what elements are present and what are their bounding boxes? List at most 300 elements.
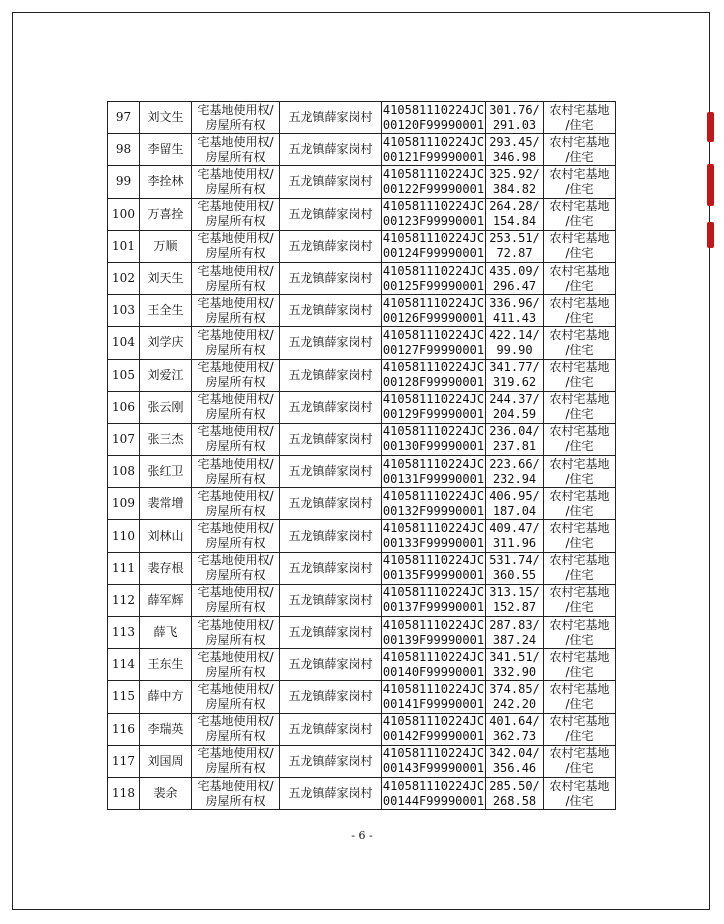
land-use [544, 262, 616, 294]
land-area: 253.51/ [489, 231, 540, 246]
land-area: 401.64/ [489, 714, 540, 729]
unit-code-line2: 00142F99990001 [382, 729, 485, 744]
land-area: 244.37/ [489, 392, 540, 407]
area [486, 391, 544, 423]
unit-code [382, 423, 486, 455]
area [486, 102, 544, 134]
building-area: 384.82 [492, 181, 537, 196]
building-area: 356.46 [492, 761, 537, 776]
unit-code [382, 681, 486, 713]
right-type-line2: 房屋所有权 [205, 600, 266, 615]
unit-code-line1: 410581110224JC [382, 746, 485, 761]
land-use-line1: 农村宅基地 [549, 199, 610, 214]
unit-code [382, 520, 486, 552]
row-number: 115 [108, 681, 140, 713]
unit-code [382, 262, 486, 294]
right-type-line2: 房屋所有权 [205, 117, 266, 132]
building-area: 411.43 [492, 310, 537, 325]
right-type-line2: 房屋所有权 [205, 439, 266, 454]
land-use [544, 327, 616, 359]
table-row [108, 456, 616, 488]
table-row [108, 295, 616, 327]
owner-name: 王全生 [140, 295, 192, 327]
unit-code-line2: 00137F99990001 [382, 600, 485, 615]
unit-code-line1: 410581110224JC [382, 424, 485, 439]
owner-name: 李瑞英 [140, 713, 192, 745]
area [486, 423, 544, 455]
land-area: 342.04/ [489, 746, 540, 761]
land-use-line2: /住宅 [565, 149, 594, 164]
location: 五龙镇薛家岗村 [280, 552, 382, 584]
land-use-line2: /住宅 [565, 568, 594, 583]
owner-name: 刘爱江 [140, 359, 192, 391]
land-use-line2: /住宅 [565, 696, 594, 711]
unit-code-line1: 410581110224JC [382, 521, 485, 536]
right-type [192, 777, 280, 809]
land-use [544, 359, 616, 391]
unit-code-line1: 410581110224JC [382, 295, 485, 310]
unit-code-line2: 00121F99990001 [382, 149, 485, 164]
land-use-line1: 农村宅基地 [549, 295, 610, 310]
land-area: 287.83/ [489, 617, 540, 632]
right-type-line2: 房屋所有权 [205, 632, 266, 647]
right-type-line2: 房屋所有权 [205, 310, 266, 325]
registration-table [107, 101, 616, 810]
land-area: 374.85/ [489, 681, 540, 696]
row-number: 104 [108, 327, 140, 359]
owner-name: 刘天生 [140, 262, 192, 294]
table-row [108, 488, 616, 520]
building-area: 311.96 [492, 536, 537, 551]
owner-name: 张云刚 [140, 391, 192, 423]
owner-name: 李留生 [140, 134, 192, 166]
row-number: 112 [108, 584, 140, 616]
owner-name: 刘学庆 [140, 327, 192, 359]
right-type-line1: 宅基地使用权/ [197, 263, 274, 278]
right-type [192, 649, 280, 681]
land-use [544, 777, 616, 809]
right-type-line1: 宅基地使用权/ [197, 617, 274, 632]
area [486, 745, 544, 777]
unit-code-line1: 410581110224JC [382, 617, 485, 632]
land-use-line1: 农村宅基地 [549, 778, 610, 793]
land-area: 236.04/ [489, 424, 540, 439]
owner-name: 裴余 [140, 777, 192, 809]
location: 五龙镇薛家岗村 [280, 327, 382, 359]
table-row [108, 102, 616, 134]
unit-code [382, 198, 486, 230]
row-number: 107 [108, 423, 140, 455]
land-use [544, 617, 616, 649]
right-type-line2: 房屋所有权 [205, 214, 266, 229]
right-type-line1: 宅基地使用权/ [197, 199, 274, 214]
location: 五龙镇薛家岗村 [280, 488, 382, 520]
location: 五龙镇薛家岗村 [280, 649, 382, 681]
right-type-line1: 宅基地使用权/ [197, 392, 274, 407]
unit-code-line2: 00124F99990001 [382, 246, 485, 261]
area [486, 777, 544, 809]
land-use-line1: 农村宅基地 [549, 521, 610, 536]
right-type-line1: 宅基地使用权/ [197, 521, 274, 536]
area [486, 584, 544, 616]
unit-code-line1: 410581110224JC [382, 488, 485, 503]
land-use-line2: /住宅 [565, 181, 594, 196]
land-use-line2: /住宅 [565, 214, 594, 229]
right-type [192, 166, 280, 198]
building-area: 152.87 [492, 600, 537, 615]
building-area: 360.55 [492, 568, 537, 583]
land-use-line2: /住宅 [565, 310, 594, 325]
land-use-line1: 农村宅基地 [549, 553, 610, 568]
building-area: 154.84 [492, 214, 537, 229]
land-use-line2: /住宅 [565, 600, 594, 615]
right-type [192, 713, 280, 745]
building-area: 99.90 [496, 342, 533, 357]
row-number: 110 [108, 520, 140, 552]
owner-name: 万喜拴 [140, 198, 192, 230]
table-row [108, 681, 616, 713]
land-use [544, 295, 616, 327]
land-area: 531.74/ [489, 553, 540, 568]
right-type-line2: 房屋所有权 [205, 793, 266, 808]
right-type-line2: 房屋所有权 [205, 568, 266, 583]
row-number: 103 [108, 295, 140, 327]
right-type-line1: 宅基地使用权/ [197, 714, 274, 729]
right-type-line1: 宅基地使用权/ [197, 585, 274, 600]
land-use [544, 391, 616, 423]
land-area: 264.28/ [489, 199, 540, 214]
location: 五龙镇薛家岗村 [280, 295, 382, 327]
right-type-line2: 房屋所有权 [205, 536, 266, 551]
land-use-line2: /住宅 [565, 503, 594, 518]
right-type-line1: 宅基地使用权/ [197, 327, 274, 342]
building-area: 296.47 [492, 278, 537, 293]
unit-code [382, 295, 486, 327]
land-use-line2: /住宅 [565, 632, 594, 647]
owner-name: 薛中方 [140, 681, 192, 713]
unit-code-line1: 410581110224JC [382, 199, 485, 214]
land-area: 336.96/ [489, 295, 540, 310]
table-row [108, 230, 616, 262]
unit-code-line2: 00125F99990001 [382, 278, 485, 293]
area [486, 713, 544, 745]
unit-code [382, 584, 486, 616]
owner-name: 万顺 [140, 230, 192, 262]
table-row [108, 423, 616, 455]
area [486, 617, 544, 649]
location: 五龙镇薛家岗村 [280, 423, 382, 455]
right-type-line2: 房屋所有权 [205, 407, 266, 422]
table-row [108, 552, 616, 584]
location: 五龙镇薛家岗村 [280, 198, 382, 230]
right-type [192, 262, 280, 294]
land-use-line1: 农村宅基地 [549, 231, 610, 246]
area [486, 198, 544, 230]
unit-code [382, 456, 486, 488]
unit-code [382, 745, 486, 777]
unit-code [382, 230, 486, 262]
land-area: 293.45/ [489, 134, 540, 149]
unit-code-line2: 00141F99990001 [382, 696, 485, 711]
right-type-line2: 房屋所有权 [205, 342, 266, 357]
table-row [108, 745, 616, 777]
location: 五龙镇薛家岗村 [280, 777, 382, 809]
building-area: 268.58 [492, 793, 537, 808]
area [486, 295, 544, 327]
area [486, 649, 544, 681]
unit-code [382, 102, 486, 134]
unit-code-line2: 00122F99990001 [382, 181, 485, 196]
land-use-line1: 农村宅基地 [549, 166, 610, 181]
land-use [544, 166, 616, 198]
right-type-line2: 房屋所有权 [205, 278, 266, 293]
row-number: 113 [108, 617, 140, 649]
land-use-line1: 农村宅基地 [549, 585, 610, 600]
land-use [544, 488, 616, 520]
unit-code-line2: 00132F99990001 [382, 503, 485, 518]
land-use [544, 552, 616, 584]
unit-code-line2: 00131F99990001 [382, 471, 485, 486]
unit-code [382, 327, 486, 359]
land-use-line2: /住宅 [565, 729, 594, 744]
table-row [108, 262, 616, 294]
right-type [192, 617, 280, 649]
row-number: 100 [108, 198, 140, 230]
table-row [108, 520, 616, 552]
unit-code [382, 617, 486, 649]
building-area: 387.24 [492, 632, 537, 647]
building-area: 242.20 [492, 696, 537, 711]
owner-name: 王东生 [140, 649, 192, 681]
location: 五龙镇薛家岗村 [280, 262, 382, 294]
land-use-line1: 农村宅基地 [549, 392, 610, 407]
unit-code-line1: 410581110224JC [382, 649, 485, 664]
unit-code-line1: 410581110224JC [382, 585, 485, 600]
row-number: 116 [108, 713, 140, 745]
unit-code-line1: 410581110224JC [382, 360, 485, 375]
location: 五龙镇薛家岗村 [280, 102, 382, 134]
row-number: 118 [108, 777, 140, 809]
owner-name: 裴常增 [140, 488, 192, 520]
unit-code-line1: 410581110224JC [382, 134, 485, 149]
land-area: 285.50/ [489, 778, 540, 793]
land-area: 301.76/ [489, 102, 540, 117]
land-use-line2: /住宅 [565, 664, 594, 679]
table-body [108, 102, 616, 810]
location: 五龙镇薛家岗村 [280, 359, 382, 391]
right-type-line1: 宅基地使用权/ [197, 649, 274, 664]
land-use-line2: /住宅 [565, 407, 594, 422]
land-use-line1: 农村宅基地 [549, 488, 610, 503]
right-type-line2: 房屋所有权 [205, 696, 266, 711]
unit-code-line2: 00133F99990001 [382, 536, 485, 551]
area [486, 359, 544, 391]
row-number: 101 [108, 230, 140, 262]
land-area: 223.66/ [489, 456, 540, 471]
land-area: 325.92/ [489, 166, 540, 181]
right-type [192, 488, 280, 520]
row-number: 108 [108, 456, 140, 488]
building-area: 204.59 [492, 407, 537, 422]
land-use-line1: 农村宅基地 [549, 681, 610, 696]
location: 五龙镇薛家岗村 [280, 230, 382, 262]
right-type [192, 520, 280, 552]
right-type-line2: 房屋所有权 [205, 181, 266, 196]
area [486, 681, 544, 713]
right-type-line1: 宅基地使用权/ [197, 360, 274, 375]
unit-code [382, 488, 486, 520]
row-number: 114 [108, 649, 140, 681]
right-type-line1: 宅基地使用权/ [197, 102, 274, 117]
owner-name: 张三杰 [140, 423, 192, 455]
red-stamp-edge [707, 222, 714, 248]
unit-code-line1: 410581110224JC [382, 778, 485, 793]
table-row [108, 359, 616, 391]
unit-code-line2: 00130F99990001 [382, 439, 485, 454]
land-use-line1: 农村宅基地 [549, 134, 610, 149]
location: 五龙镇薛家岗村 [280, 134, 382, 166]
right-type-line1: 宅基地使用权/ [197, 456, 274, 471]
owner-name: 薛飞 [140, 617, 192, 649]
unit-code-line2: 00139F99990001 [382, 632, 485, 647]
right-type-line1: 宅基地使用权/ [197, 134, 274, 149]
row-number: 105 [108, 359, 140, 391]
land-use [544, 102, 616, 134]
right-type-line1: 宅基地使用权/ [197, 746, 274, 761]
land-use-line2: /住宅 [565, 761, 594, 776]
location: 五龙镇薛家岗村 [280, 520, 382, 552]
row-number: 102 [108, 262, 140, 294]
land-area: 435.09/ [489, 263, 540, 278]
right-type-line2: 房屋所有权 [205, 761, 266, 776]
land-use [544, 520, 616, 552]
unit-code-line1: 410581110224JC [382, 392, 485, 407]
right-type [192, 230, 280, 262]
owner-name: 李拴林 [140, 166, 192, 198]
land-use-line1: 农村宅基地 [549, 327, 610, 342]
building-area: 72.87 [496, 246, 533, 261]
location: 五龙镇薛家岗村 [280, 584, 382, 616]
row-number: 109 [108, 488, 140, 520]
owner-name: 张红卫 [140, 456, 192, 488]
unit-code-line2: 00126F99990001 [382, 310, 485, 325]
unit-code-line2: 00128F99990001 [382, 375, 485, 390]
right-type [192, 295, 280, 327]
row-number: 111 [108, 552, 140, 584]
right-type [192, 102, 280, 134]
land-use-line2: /住宅 [565, 471, 594, 486]
land-area: 313.15/ [489, 585, 540, 600]
right-type [192, 423, 280, 455]
unit-code-line2: 00129F99990001 [382, 407, 485, 422]
right-type-line1: 宅基地使用权/ [197, 681, 274, 696]
land-use [544, 681, 616, 713]
right-type [192, 584, 280, 616]
right-type [192, 134, 280, 166]
row-number: 117 [108, 745, 140, 777]
land-use-line2: /住宅 [565, 342, 594, 357]
unit-code-line1: 410581110224JC [382, 102, 485, 117]
right-type-line2: 房屋所有权 [205, 729, 266, 744]
right-type-line2: 房屋所有权 [205, 664, 266, 679]
building-area: 232.94 [492, 471, 537, 486]
building-area: 291.03 [492, 117, 537, 132]
land-area: 341.51/ [489, 649, 540, 664]
land-use [544, 423, 616, 455]
right-type-line1: 宅基地使用权/ [197, 424, 274, 439]
area [486, 134, 544, 166]
right-type-line2: 房屋所有权 [205, 471, 266, 486]
land-area: 341.77/ [489, 360, 540, 375]
unit-code-line2: 00143F99990001 [382, 761, 485, 776]
land-area: 406.95/ [489, 488, 540, 503]
right-type [192, 745, 280, 777]
table-row [108, 327, 616, 359]
location: 五龙镇薛家岗村 [280, 391, 382, 423]
building-area: 332.90 [492, 664, 537, 679]
land-use-line2: /住宅 [565, 793, 594, 808]
right-type [192, 552, 280, 584]
building-area: 319.62 [492, 375, 537, 390]
unit-code [382, 391, 486, 423]
row-number: 98 [108, 134, 140, 166]
land-use-line2: /住宅 [565, 278, 594, 293]
area [486, 262, 544, 294]
land-use-line1: 农村宅基地 [549, 360, 610, 375]
location: 五龙镇薛家岗村 [280, 745, 382, 777]
building-area: 362.73 [492, 729, 537, 744]
unit-code-line1: 410581110224JC [382, 714, 485, 729]
red-stamp-edge [707, 112, 714, 142]
building-area: 237.81 [492, 439, 537, 454]
right-type-line1: 宅基地使用权/ [197, 231, 274, 246]
area [486, 456, 544, 488]
right-type-line2: 房屋所有权 [205, 149, 266, 164]
area [486, 166, 544, 198]
unit-code-line2: 00127F99990001 [382, 342, 485, 357]
land-use [544, 134, 616, 166]
unit-code-line1: 410581110224JC [382, 166, 485, 181]
land-use [544, 456, 616, 488]
unit-code-line1: 410581110224JC [382, 553, 485, 568]
right-type-line2: 房屋所有权 [205, 375, 266, 390]
right-type [192, 391, 280, 423]
unit-code-line2: 00144F99990001 [382, 793, 485, 808]
right-type [192, 681, 280, 713]
land-use-line1: 农村宅基地 [549, 424, 610, 439]
land-use-line1: 农村宅基地 [549, 617, 610, 632]
table-row [108, 166, 616, 198]
area [486, 230, 544, 262]
land-use-line2: /住宅 [565, 439, 594, 454]
land-use-line1: 农村宅基地 [549, 714, 610, 729]
table-row [108, 713, 616, 745]
unit-code [382, 134, 486, 166]
land-use [544, 745, 616, 777]
right-type-line1: 宅基地使用权/ [197, 295, 274, 310]
location: 五龙镇薛家岗村 [280, 713, 382, 745]
unit-code-line2: 00140F99990001 [382, 664, 485, 679]
right-type [192, 198, 280, 230]
land-use [544, 649, 616, 681]
building-area: 346.98 [492, 149, 537, 164]
land-use [544, 584, 616, 616]
table-row [108, 777, 616, 809]
area [486, 520, 544, 552]
row-number: 97 [108, 102, 140, 134]
owner-name: 刘林山 [140, 520, 192, 552]
land-use-line1: 农村宅基地 [549, 456, 610, 471]
